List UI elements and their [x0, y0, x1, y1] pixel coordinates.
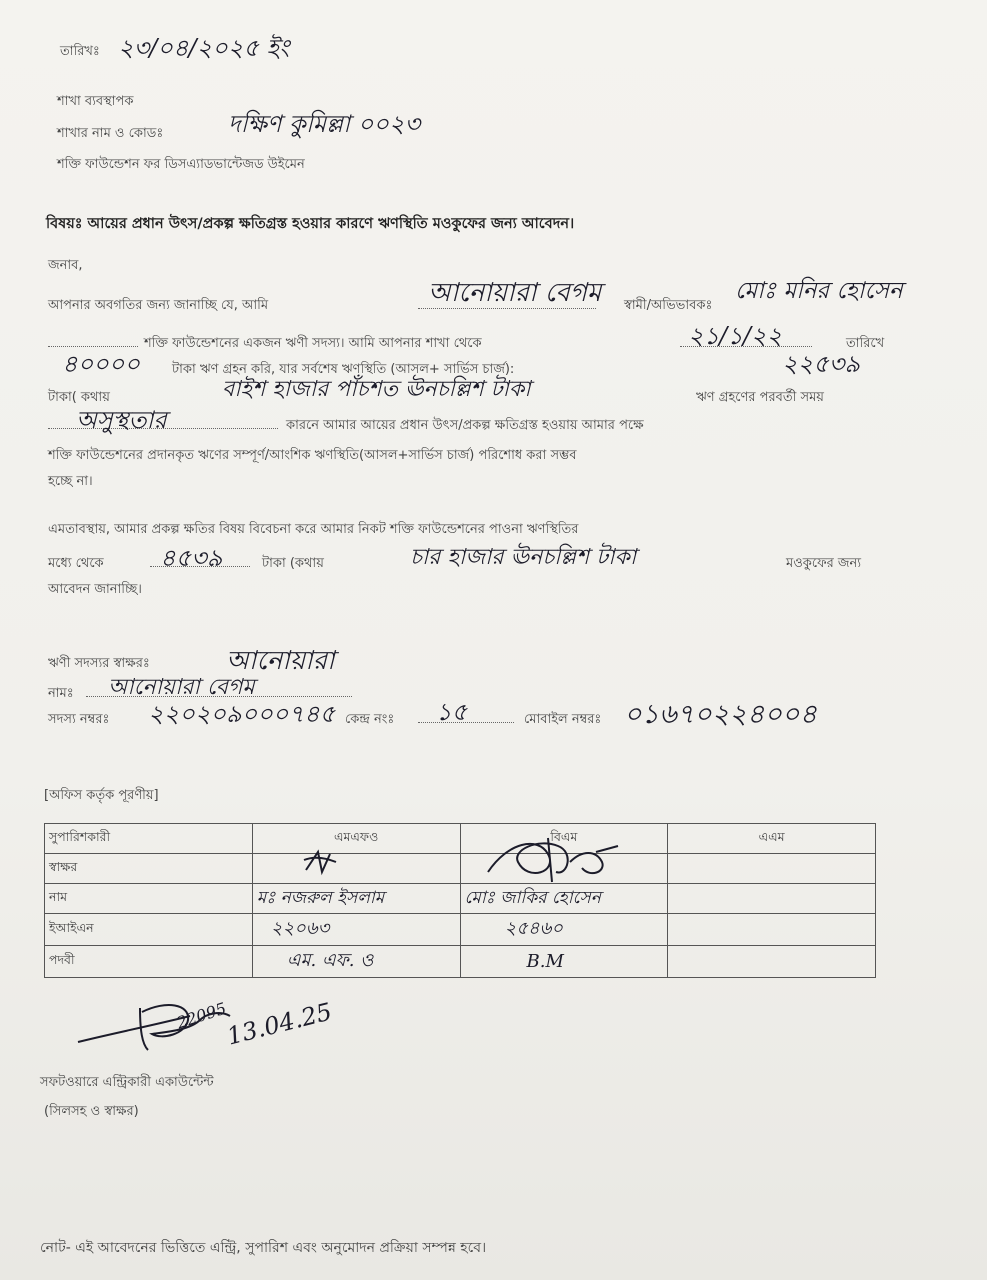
body-text: হচ্ছে না। — [48, 474, 93, 489]
member-name: আনোয়ারা বেগম — [108, 675, 255, 700]
center-number-label: কেন্দ্র নংঃ — [345, 712, 395, 727]
body-text: কারনে আমার আয়ের প্রধান উৎস/প্রকল্প ক্ষতিগ্রস্ত হওয়ায় আমার পক্ষে — [286, 418, 644, 433]
loan-date: ২১/১/২২ — [688, 322, 783, 350]
waiver-in-words: চার হাজার ঊনচল্লিশ টাকা — [410, 545, 637, 570]
bm-designation-cell — [460, 946, 668, 978]
office-table — [44, 823, 876, 975]
body-text: এমতাবস্থায়, আমার প্রকল্প ক্ষতির বিষয় বিবেচনা করে আমার নিকট শক্তি ফাউন্ডেশনের পাওনা ঋণস্থিতির — [48, 522, 579, 537]
table-header-row — [45, 824, 876, 854]
guardian-name: মোঃ মনির হোসেন — [735, 278, 903, 304]
accountant-date: 13.04.25 — [224, 997, 335, 1051]
accountant-code: 22095 — [174, 998, 229, 1033]
body-text: ঋণ গ্রহণের পরবর্তী সময় — [696, 390, 824, 405]
body-text: টাকা( কথায় — [48, 390, 110, 405]
office-use-label: [অফিস কর্তৃক পূরণীয়] — [44, 788, 159, 803]
bm-signature — [478, 832, 628, 892]
mobile-number: ০১৬৭০২২৪০০৪ — [624, 699, 818, 730]
salutation: জনাব, — [48, 258, 83, 273]
row-label: নাম — [45, 884, 253, 914]
mobile-label: মোবাইল নম্বরঃ — [524, 712, 602, 727]
member-signature: আনোয়ারা — [226, 646, 335, 676]
balance-in-words: বাইশ হাজার পাঁচশত ঊনচল্লিশ টাকা — [222, 377, 531, 402]
mfo-ein-cell — [252, 914, 460, 946]
table-row — [45, 884, 876, 914]
date-value: ২৩/০৪/২০২৫ ইং — [118, 34, 290, 62]
table-row — [45, 946, 876, 978]
mfo-signature-cell — [252, 854, 460, 884]
footer-note: নোট- এই আবেদনের ভিত্তিতে এন্ট্রি, সুপারিশ এবং অনুমোদন প্রক্রিয়া সম্পন্ন হবে। — [40, 1240, 487, 1256]
am-ein-cell — [668, 914, 876, 946]
mfo-signature — [300, 846, 340, 878]
reason: অসুস্থতার — [76, 406, 167, 434]
am-signature-cell — [668, 854, 876, 884]
body-text: তারিখে — [846, 336, 885, 351]
header-am: এএম — [668, 824, 876, 854]
date-label: তারিখঃ — [60, 44, 100, 59]
header-bm: বিএম — [460, 824, 668, 854]
body-text: আবেদন জানাচ্ছি। — [48, 582, 142, 597]
seal-note: (সিলসহ ও স্বাক্ষর) — [44, 1104, 139, 1119]
bm-ein: ২৫৪৬০ — [504, 918, 563, 939]
subject-line: বিষয়ঃ আয়ের প্রধান উৎস/প্রকল্প ক্ষতিগ্রস্ত হওয়ার কারণে ঋণস্থিতি মওকুফের জন্য আবেদন। — [46, 216, 575, 232]
body-text: টাকা (কথায় — [262, 556, 324, 571]
body-text: স্বামী/অভিভাবকঃ — [624, 298, 713, 313]
header-recommender: সুপারিশকারী — [45, 824, 253, 854]
row-label: ইআইএন — [45, 914, 253, 946]
member-number-label: সদস্য নম্বরঃ — [48, 712, 110, 727]
loan-amount: ৪০০০০ — [62, 350, 140, 378]
member-number: ২২০২০৯০০০৭৪৫ — [148, 700, 336, 728]
body-text: টাকা ঋণ গ্রহন করি, যার সর্বশেষ ঋণস্থিতি (আসল+ সার্ভিস চার্জ): — [172, 362, 515, 377]
bm-ein-cell — [460, 914, 668, 946]
body-text: মধ্যে থেকে — [48, 556, 104, 571]
center-number: ১৫ — [436, 698, 468, 726]
am-name-cell — [668, 884, 876, 914]
mfo-ein: ২২০৬৩ — [270, 918, 330, 939]
mfo-name-cell — [252, 884, 460, 914]
body-text: শক্তি ফাউন্ডেশনের একজন ঋণী সদস্য। আমি আপনার শাখা থেকে — [144, 336, 482, 351]
table-row — [45, 914, 876, 946]
row-label: পদবী — [45, 946, 253, 978]
body-text: মওকুফের জন্য — [786, 556, 862, 571]
table-row — [45, 854, 876, 884]
branch-value: দক্ষিণ কুমিল্লা ০০২৩ — [228, 110, 421, 138]
body-text: আপনার অবগতির জন্য জানাচ্ছি যে, আমি — [48, 298, 269, 313]
recipient-designation: শাখা ব্যবস্থাপক — [57, 94, 134, 109]
branch-label: শাখার নাম ও কোডঃ — [57, 126, 164, 141]
bm-name: মোঃ জাকির হোসেন — [464, 887, 601, 908]
mfo-designation: এম. এফ. ও — [286, 950, 374, 971]
mfo-designation-cell — [252, 946, 460, 978]
waiver-amount: ৪৫৩৯ — [160, 544, 223, 572]
organization-name: শক্তি ফাউন্ডেশন ফর ডিসএ্যাডভান্টেজড উইমেন — [57, 157, 305, 172]
applicant-name: আনোয়ারা বেগম — [428, 278, 602, 308]
bm-designation: B.M — [526, 951, 564, 972]
body-text: শক্তি ফাউন্ডেশনের প্রদানকৃত ঋণের সম্পূর্ণ/আংশিক ঋণস্থিতি(আসল+সার্ভিস চার্জ) পরিশোধ করা সম্ভব — [48, 448, 577, 463]
header-mfo: এমএফও — [252, 824, 460, 854]
balance-amount: ২২৫৩৯ — [782, 350, 860, 378]
mfo-name: মঃ নজরুল ইসলাম — [256, 887, 385, 908]
am-designation-cell — [668, 946, 876, 978]
member-name-label: নামঃ — [48, 686, 74, 701]
accountant-title: সফটওয়ারে এন্ট্রিকারী একাউন্টেন্ট — [40, 1075, 214, 1090]
row-label: স্বাক্ষর — [45, 854, 253, 884]
member-signature-label: ঋণী সদস্যর স্বাক্ষরঃ — [48, 656, 150, 671]
